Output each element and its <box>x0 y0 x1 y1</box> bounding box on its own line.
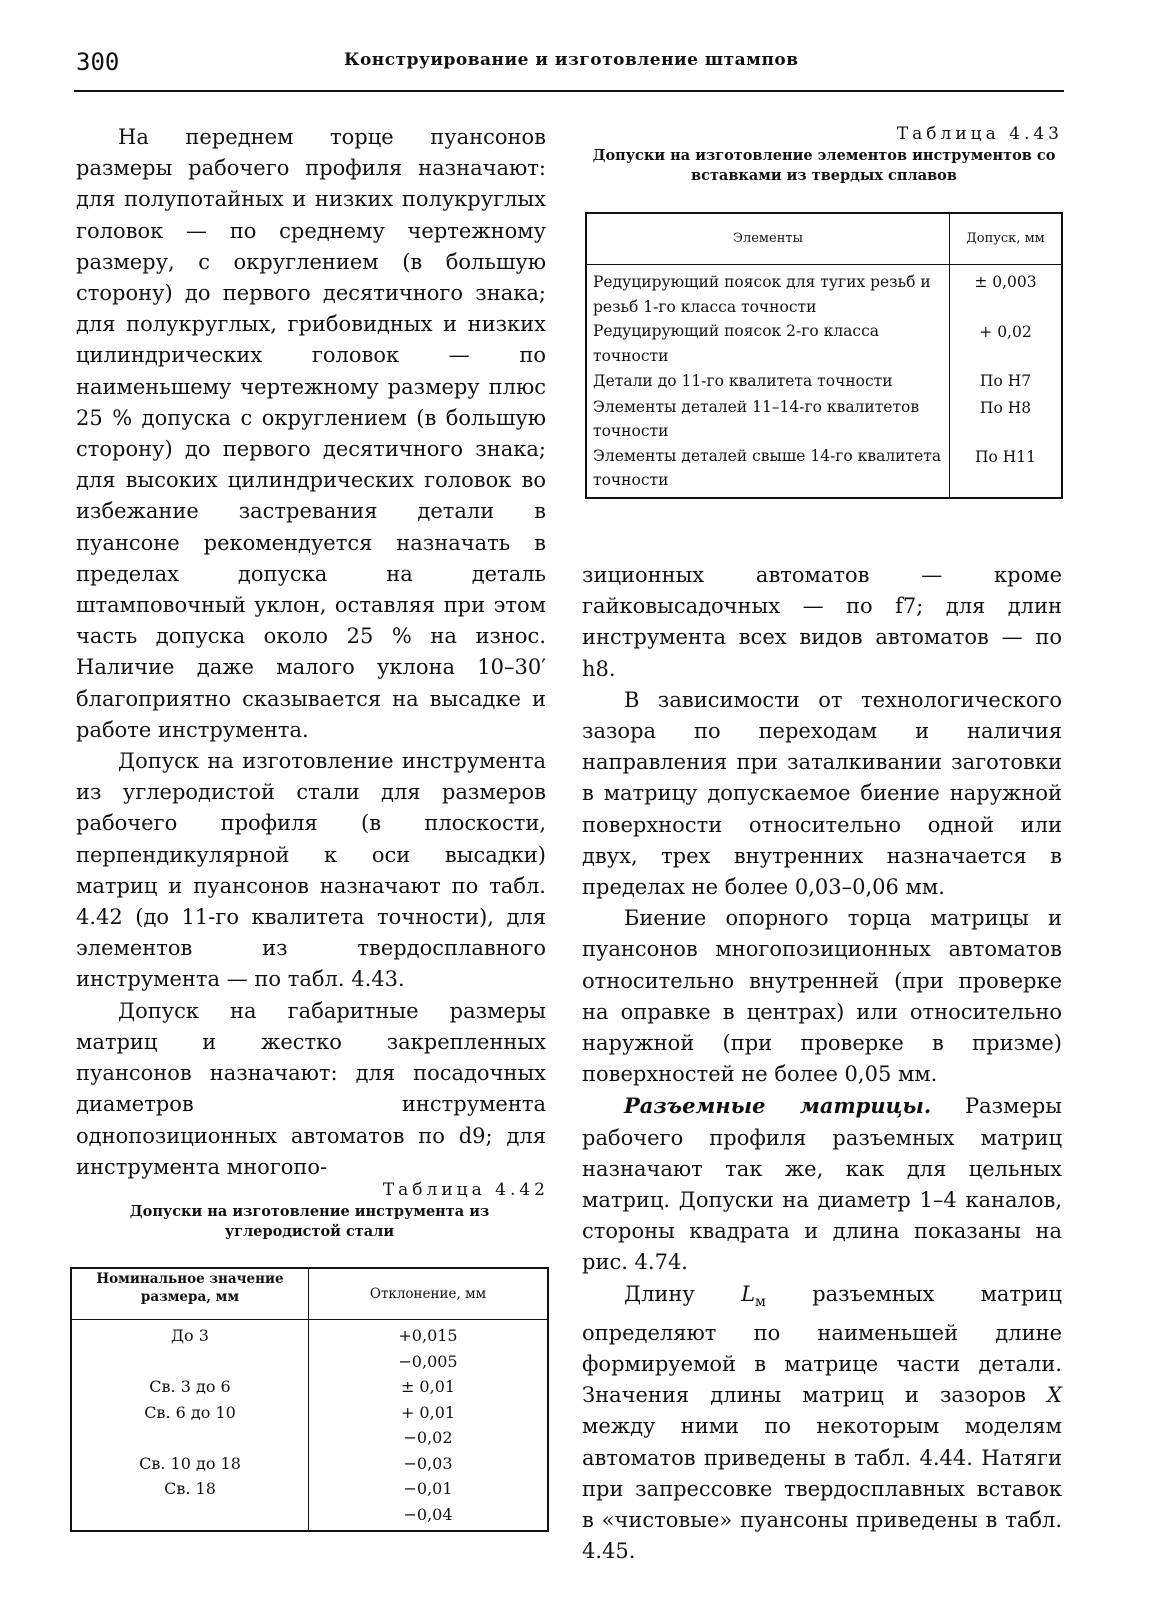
table-row <box>71 1400 548 1426</box>
table-row <box>586 265 1062 320</box>
cell-deviation: −0,01 <box>403 1479 453 1498</box>
right-column <box>582 560 1062 1568</box>
cell-size <box>71 1502 309 1532</box>
cell-deviation: −0,03 <box>403 1453 453 1473</box>
cell-tolerance: + 0,02 <box>979 323 1032 341</box>
paragraph: На переднем торце пуансонов размеры рабочего профиля назначают: для полупотайных и низких полукруглых головок — по среднему чертежному размеру, с округлением (в большую сторону) до первого десятичного знака; для полукруглых, грибовидных и низких цилиндрических головок — по наименьшему чертежному размеру плюс 25 % допуска с округлением (в большую сторону) до первого десятичного знака; для высоких цилиндрических головок во избежание застревания детали в пуансоне рекомендуется назначать в пределах допуска на деталь штамповочный уклон, оставляя при этом часть допуска около 25 % на износ. Наличие даже малого уклона 10–30′ благоприятно сказывается на высадке и работе инструмента. <box>76 125 546 742</box>
running-title: Конструирование и изготовление штампов <box>344 50 799 70</box>
column-header-elements: Элементы <box>586 213 950 265</box>
table-row <box>71 1374 548 1400</box>
cell-deviation: −0,02 <box>403 1428 453 1447</box>
left-column <box>76 122 546 1183</box>
table-title: Допуски на изготовление инструмента из углеродистой стали <box>129 1203 490 1240</box>
paragraph: В зависимости от технологического зазора по переходам и наличия направления при заталкивании заготовки в матрицу допускаемое биение наружной поверхности относительно одной или двух, трех внутренних назначается в пределах не более 0,03–0,06 мм. <box>582 687 1062 900</box>
cell-tolerance: По Н7 <box>979 372 1032 390</box>
cell-element: Редуцирующий поясок 2-го класса точности <box>586 319 950 368</box>
table-caption-4-43 <box>585 124 1063 186</box>
cell-element: Детали до 11-го квалитета точности <box>586 368 950 395</box>
paragraph: Биение опорного торца матрицы и пуансонов многопозиционных автоматов относительно внутренней (при проверке на оправке в центрах) или относительно наружной (при проверке в призме) поверхностей не более 0,05 мм. <box>582 906 1062 1087</box>
cell-deviation: +0,015 <box>398 1326 458 1345</box>
table-row <box>71 1425 548 1451</box>
paragraph <box>582 1090 1062 1278</box>
cell-size <box>71 1349 309 1375</box>
table-row <box>586 444 1062 498</box>
cell-element: Элементы деталей 11–14-го квалитетов точности <box>586 395 950 444</box>
column-header-deviation: Отклонение, мм <box>309 1268 549 1320</box>
cell-size: До 3 <box>71 1320 309 1349</box>
running-header <box>74 42 1064 92</box>
cell-tolerance: ± 0,003 <box>974 273 1037 291</box>
cell-element: Редуцирующий поясок для тугих резьб и резьб 1-го класса точности <box>586 265 950 320</box>
cell-size: Св. 18 <box>71 1476 309 1502</box>
cell-size: Св. 6 до 10 <box>71 1400 309 1426</box>
cell-tolerance: По Н8 <box>979 398 1032 417</box>
variable-x: X <box>1047 1383 1062 1408</box>
paragraph-text: между ними по некоторым моделям автоматов приведены в табл. 4.44. Натяги при запрессовке твердосплавных вставок в «чистовые» пуансоны приведены в табл. 4.45. <box>582 1414 1062 1564</box>
table-number: Таблица 4.43 <box>896 124 1063 144</box>
table-number: Таблица 4.42 <box>382 1180 549 1200</box>
table-row <box>71 1502 548 1532</box>
table-title: Допуски на изготовление элементов инструментов со вставками из твердых сплавов <box>592 147 1056 184</box>
table-row <box>71 1476 548 1502</box>
column-header-size: Номинальное значение размера, мм <box>71 1268 309 1320</box>
column-header-tolerance: Допуск, мм <box>950 213 1063 265</box>
paragraph-text: Размеры рабочего профиля разъемных матриц назначают так же, как для цельных матриц. Допуски на диаметр 1–4 каналов, стороны квадрата и длина показаны на рис. 4.74. <box>582 1094 1062 1275</box>
page-number: 300 <box>76 48 120 76</box>
paragraph-text: разъемных матриц определяют по наименьшей длине формируемой в матрице части детали. Значения длины матриц и зазоров <box>582 1281 1062 1408</box>
paragraph: Допуск на изготовление инструмента из углеродистой стали для размеров рабочего профиля (в плоскости, перпендикулярной к оси высадки) матриц и пуансонов назначают по табл. 4.42 (до 11-го квалитета точности), для элементов из твердосплавного инструмента — по табл. 4.43. <box>76 749 546 992</box>
cell-element: Элементы деталей свыше 14-го квалитета точности <box>586 444 950 498</box>
cell-deviation: + 0,01 <box>400 1402 456 1422</box>
cell-tolerance: По Н11 <box>974 447 1037 466</box>
cell-size <box>71 1425 309 1451</box>
table-row <box>586 319 1062 368</box>
paragraph <box>582 1279 1062 1568</box>
paragraph: зиционных автоматов — кроме гайковысадочных — по f7; для длин инструмента всех видов автоматов — по h8. <box>582 563 1062 681</box>
subscript-m: м <box>755 1293 766 1310</box>
section-lead: Разъемные матрицы. <box>624 1093 932 1119</box>
cell-size: Св. 3 до 6 <box>71 1374 309 1400</box>
table-row <box>586 368 1062 395</box>
cell-size: Св. 10 до 18 <box>71 1451 309 1477</box>
variable-l: L <box>741 1281 756 1306</box>
paragraph-text: Длину <box>624 1281 742 1306</box>
table-row <box>71 1320 548 1349</box>
table-4-43 <box>585 212 1063 499</box>
table-4-42 <box>70 1267 549 1532</box>
paragraph: Допуск на габаритные размеры матриц и жестко закрепленных пуансонов назначают: для посадочных диаметров инструмента однопозиционных автоматов по d9; для инструмента многопо- <box>76 998 546 1179</box>
table-row <box>71 1349 548 1375</box>
table-caption-4-42 <box>70 1180 549 1242</box>
table-row <box>71 1451 548 1477</box>
cell-deviation: −0,04 <box>403 1504 453 1524</box>
cell-deviation: ± 0,01 <box>400 1377 456 1396</box>
table-row <box>586 395 1062 444</box>
cell-deviation: −0,005 <box>398 1351 458 1371</box>
